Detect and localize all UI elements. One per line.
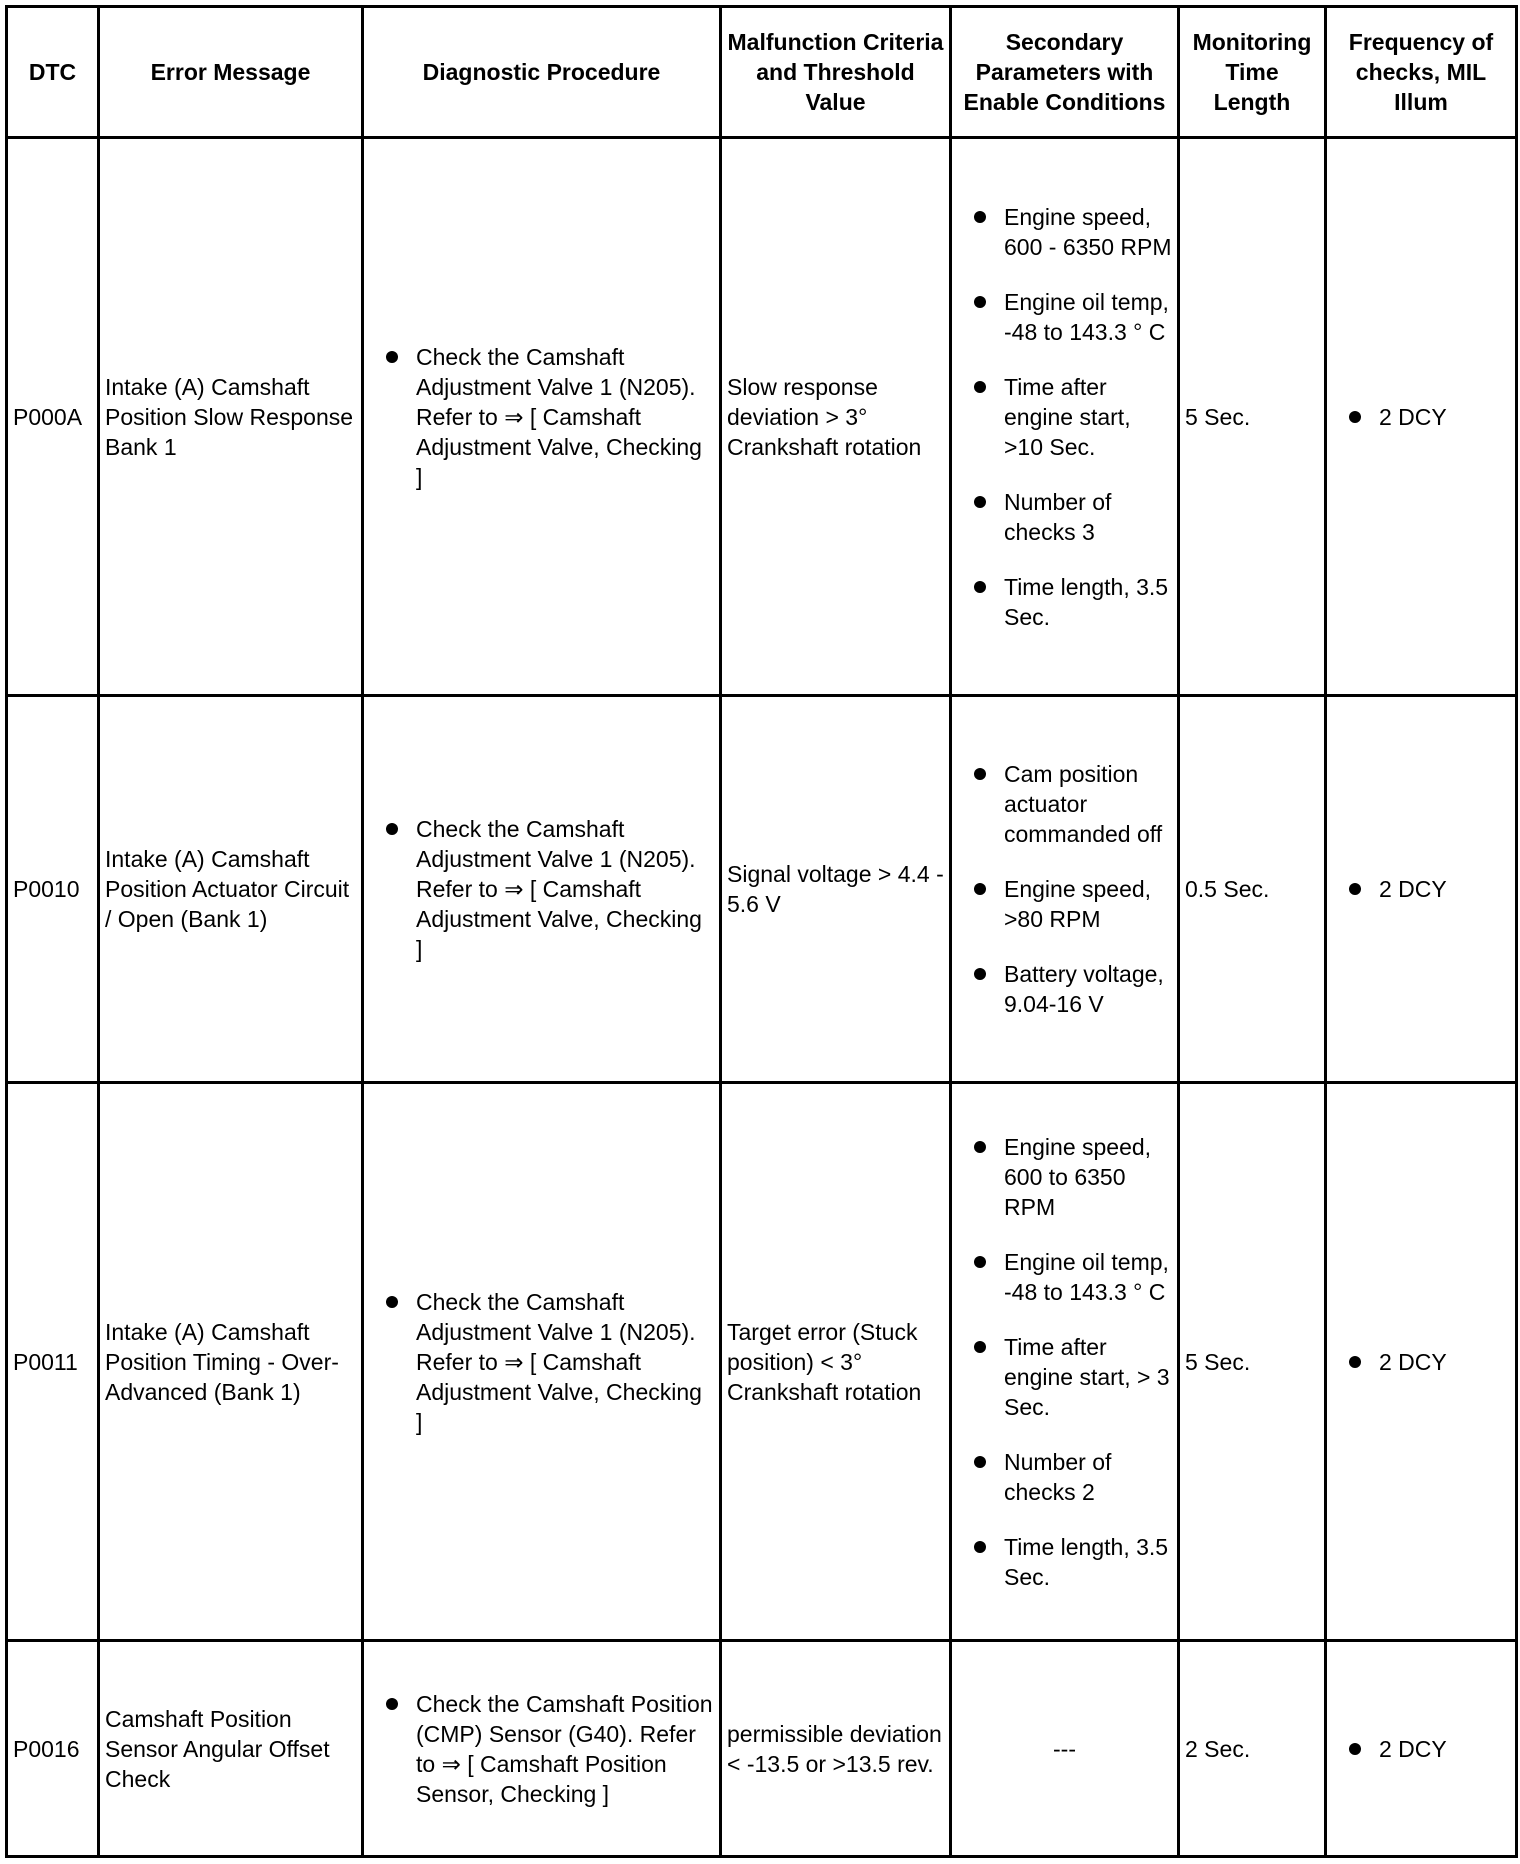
secondary-parameters [951, 1083, 1179, 1641]
table-row [7, 138, 1517, 696]
list-item [1332, 1347, 1510, 1377]
list-item [1332, 874, 1510, 904]
bullet-icon [974, 581, 986, 593]
bullet-icon [1349, 1356, 1361, 1368]
secondary-text: Time length, 3.5 Sec. [1004, 573, 1169, 630]
dtc-table [5, 5, 1518, 1858]
diagnostic-procedure [363, 138, 721, 696]
diagnostic-procedure [363, 696, 721, 1083]
monitoring-time: 0.5 Sec. [1179, 696, 1326, 1083]
frequency [1326, 696, 1517, 1083]
frequency-text: 2 DCY [1379, 1348, 1447, 1375]
monitoring-time: 2 Sec. [1179, 1641, 1326, 1857]
list-item [957, 572, 1172, 632]
bullet-icon [386, 823, 398, 835]
secondary-text: Number of checks 3 [1004, 488, 1112, 545]
error-message: Camshaft Position Sensor Angular Offset Check [99, 1641, 363, 1857]
dtc-code: P0010 [7, 696, 99, 1083]
secondary-text: Cam position actuator commanded off [1004, 761, 1163, 847]
error-message: Intake (A) Camshaft Position Actuator Circuit / Open (Bank 1) [99, 696, 363, 1083]
table-row [7, 1083, 1517, 1641]
error-message: Intake (A) Camshaft Position Slow Response Bank 1 [99, 138, 363, 696]
bullet-icon [386, 1296, 398, 1308]
procedure-list [369, 342, 714, 492]
list-item [957, 1132, 1172, 1222]
secondary-parameters [951, 696, 1179, 1083]
procedure-list [369, 814, 714, 964]
list-item [957, 959, 1172, 1019]
bullet-icon [1349, 1743, 1361, 1755]
header-dtc: DTC [7, 7, 99, 138]
table-header-row [7, 7, 1517, 138]
secondary-text: Time after engine start, > 3 Sec. [1004, 1333, 1170, 1420]
bullet-icon [974, 1256, 986, 1268]
secondary-text: Engine speed, 600 - 6350 RPM [1004, 203, 1172, 260]
diagnostic-procedure [363, 1083, 721, 1641]
list-item [957, 1247, 1172, 1307]
secondary-list [957, 759, 1172, 1019]
secondary-list [957, 202, 1172, 632]
frequency-list [1332, 1734, 1510, 1764]
malfunction-criteria: Signal voltage > 4.4 - 5.6 V [721, 696, 951, 1083]
list-item [1332, 1734, 1510, 1764]
secondary-text: Time length, 3.5 Sec. [1004, 1533, 1169, 1590]
header-secondary-parameters: Secondary Parameters with Enable Conditions [951, 7, 1179, 138]
secondary-text: Engine oil temp, -48 to 143.3 ° C [1004, 1248, 1169, 1305]
list-item [369, 1287, 714, 1437]
bullet-icon [1349, 883, 1361, 895]
table-row [7, 696, 1517, 1083]
procedure-text: Check the Camshaft Adjustment Valve 1 (N205). Refer to ⇒ [ Camshaft Adjustment Valve, Checking ] [416, 816, 702, 962]
list-item [957, 487, 1172, 547]
frequency-text: 2 DCY [1379, 876, 1447, 902]
frequency-list [1332, 1347, 1510, 1377]
secondary-text: Engine speed, >80 RPM [1004, 876, 1152, 932]
table-row [7, 1641, 1517, 1857]
frequency [1326, 138, 1517, 696]
secondary-text: Battery voltage, 9.04-16 V [1004, 961, 1164, 1017]
bullet-icon [974, 1456, 986, 1468]
list-item [957, 874, 1172, 934]
dtc-code: P0011 [7, 1083, 99, 1641]
monitoring-time: 5 Sec. [1179, 1083, 1326, 1641]
malfunction-criteria: Target error (Stuck position) < 3° Crankshaft rotation [721, 1083, 951, 1641]
procedure-text: Check the Camshaft Adjustment Valve 1 (N205). Refer to ⇒ [ Camshaft Adjustment Valve, Checking ] [416, 1288, 702, 1435]
bullet-icon [974, 296, 986, 308]
bullet-icon [974, 768, 986, 780]
frequency-text: 2 DCY [1379, 1735, 1447, 1762]
frequency-text: 2 DCY [1379, 403, 1447, 430]
dtc-code: P0016 [7, 1641, 99, 1857]
bullet-icon [974, 381, 986, 393]
diagnostic-procedure [363, 1641, 721, 1857]
bullet-icon [974, 1141, 986, 1153]
secondary-text: Engine oil temp, -48 to 143.3 ° C [1004, 288, 1169, 345]
frequency-list [1332, 402, 1510, 432]
frequency [1326, 1083, 1517, 1641]
list-item [957, 759, 1172, 849]
monitoring-time: 5 Sec. [1179, 138, 1326, 696]
bullet-icon [386, 1698, 398, 1710]
list-item [957, 1447, 1172, 1507]
list-item [957, 372, 1172, 462]
secondary-text: Engine speed, 600 to 6350 RPM [1004, 1133, 1152, 1220]
procedure-text: Check the Camshaft Position (CMP) Sensor (G40). Refer to ⇒ [ Camshaft Position Sensor, Checking ] [416, 1690, 713, 1807]
bullet-icon [1349, 411, 1361, 423]
secondary-text: Number of checks 2 [1004, 1448, 1112, 1505]
frequency [1326, 1641, 1517, 1857]
bullet-icon [386, 351, 398, 363]
list-item [369, 1689, 714, 1809]
list-item [957, 202, 1172, 262]
list-item [957, 1332, 1172, 1422]
secondary-list [957, 1132, 1172, 1592]
bullet-icon [974, 883, 986, 895]
bullet-icon [974, 1541, 986, 1553]
malfunction-criteria: Slow response deviation > 3° Crankshaft rotation [721, 138, 951, 696]
bullet-icon [974, 968, 986, 980]
dtc-code: P000A [7, 138, 99, 696]
header-error-message: Error Message [99, 7, 363, 138]
secondary-parameters [951, 138, 1179, 696]
header-monitoring-time: Monitoring Time Length [1179, 7, 1326, 138]
list-item [957, 287, 1172, 347]
procedure-list [369, 1287, 714, 1437]
secondary-parameters: --- [951, 1641, 1179, 1857]
list-item [957, 1532, 1172, 1592]
secondary-text: Time after engine start, >10 Sec. [1004, 373, 1131, 460]
procedure-list [369, 1689, 714, 1809]
list-item [369, 814, 714, 964]
header-frequency: Frequency of checks, MIL Illum [1326, 7, 1517, 138]
bullet-icon [974, 496, 986, 508]
header-diagnostic-procedure: Diagnostic Procedure [363, 7, 721, 138]
list-item [369, 342, 714, 492]
header-malfunction-criteria: Malfunction Criteria and Threshold Value [721, 7, 951, 138]
frequency-list [1332, 874, 1510, 904]
list-item [1332, 402, 1510, 432]
procedure-text: Check the Camshaft Adjustment Valve 1 (N205). Refer to ⇒ [ Camshaft Adjustment Valve, Checking ] [416, 343, 702, 490]
bullet-icon [974, 1341, 986, 1353]
malfunction-criteria: permissible deviation < -13.5 or >13.5 rev. [721, 1641, 951, 1857]
error-message: Intake (A) Camshaft Position Timing - Over-Advanced (Bank 1) [99, 1083, 363, 1641]
bullet-icon [974, 211, 986, 223]
